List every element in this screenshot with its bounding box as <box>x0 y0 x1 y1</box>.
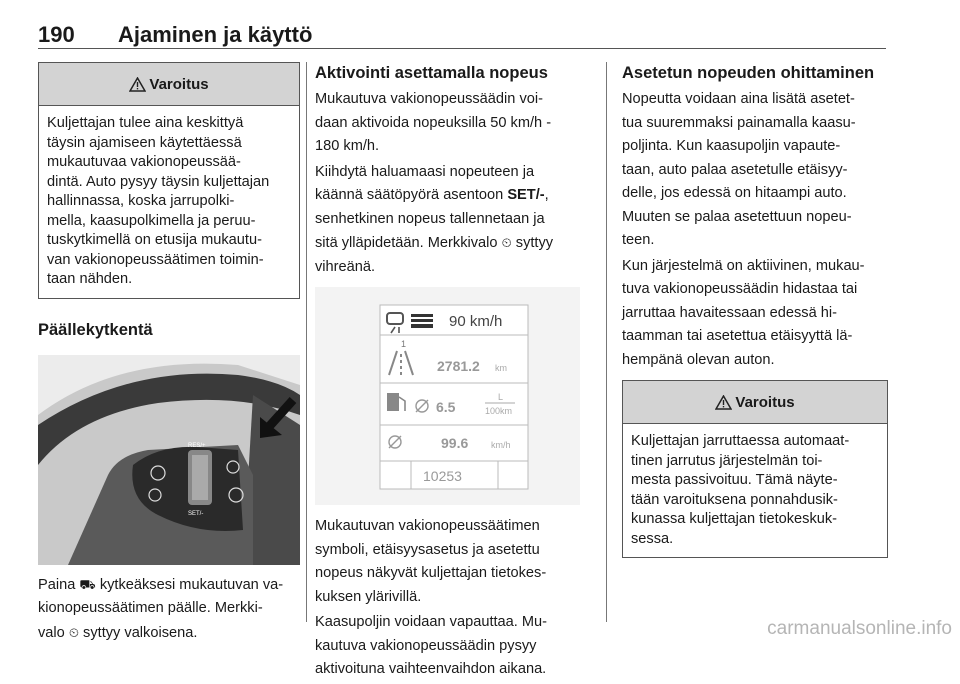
text-line: tuskytkimellä on etusija mukautu- <box>47 232 262 248</box>
distance-value: 2781.2 <box>437 358 480 374</box>
driver-info-display-illustration <box>315 287 580 505</box>
warning-header <box>39 63 299 106</box>
text-line: tinen jarrutus järjestelmän toi- <box>631 452 823 469</box>
column-2 <box>315 62 590 684</box>
text-line: van vakionopeussäätimen toimin- <box>47 251 264 268</box>
warning-triangle-icon <box>129 77 146 92</box>
warning-triangle-icon <box>715 395 732 410</box>
section-heading: Päällekytkentä <box>38 320 153 339</box>
paragraph <box>622 257 888 371</box>
text-line: kuksen ylärivillä. <box>315 588 422 605</box>
text: käännä säätöpyörä asentoon <box>315 187 504 203</box>
watermark: carmanualsonline.info <box>767 618 952 639</box>
text: syttyy <box>515 235 554 251</box>
warning-box <box>38 62 300 299</box>
text-line: Kuljettajan tulee aina keskittyä <box>47 115 244 131</box>
text-line: taan nähden. <box>47 271 133 287</box>
text-line: tään varoituksena ponnahdusik- <box>631 491 838 508</box>
switch-on-paragraph <box>38 575 300 644</box>
text: sitä ylläpidetään. Merkkivalo <box>315 235 498 251</box>
warning-box <box>622 380 888 558</box>
set-speed: 90 km/h <box>449 313 503 330</box>
text-line: taan, auto palaa asetetulle etäisyy- <box>622 161 848 178</box>
text-line: sessa. <box>631 530 674 547</box>
gap-marker: 1 <box>401 339 407 349</box>
text: syttyy valkoisena. <box>83 624 198 641</box>
average-speed-value: 99.6 <box>441 435 469 451</box>
text-line: vihreänä. <box>315 258 376 275</box>
warning-title: Varoitus <box>735 393 795 411</box>
text-line: tuva vakionopeussäädin hidastaa tai <box>622 281 858 297</box>
paragraph <box>315 90 590 157</box>
text: Paina <box>38 576 76 593</box>
distance-bars-icon <box>411 314 433 328</box>
text-line: hempänä olevan auton. <box>622 351 775 368</box>
section-heading: Aktivointi asettamalla nopeus <box>315 64 548 82</box>
text-line: kunassa kuljettajan tietokeskuk- <box>631 511 838 527</box>
cruise-indicator-icon: ⏲ <box>501 235 512 250</box>
warning-header <box>623 381 887 424</box>
text-line: aktivoituna vaihteenvaihdon aikana. <box>315 661 547 677</box>
odometer: 10253 <box>423 468 462 484</box>
paragraph <box>622 90 888 251</box>
text-line: nopeus näkyvät kuljettajan tietokes- <box>315 565 547 581</box>
text-line: mella, kaasupolkimella ja peruu- <box>47 212 256 229</box>
set-label: SET/- <box>188 510 204 517</box>
text-line: senhetkinen nopeus tallennetaan ja <box>315 210 545 227</box>
text-line: Mukautuvan vakionopeussäätimen <box>315 518 540 534</box>
average-speed-unit: km/h <box>491 440 511 450</box>
text: , <box>544 187 549 203</box>
consumption-unit-top: L <box>498 392 504 402</box>
text-line: Mukautuva vakionopeussäädin voi- <box>315 91 543 107</box>
column-divider <box>306 62 307 622</box>
text-line: tua suuremmaksi painamalla kaasu- <box>622 114 856 131</box>
warning-text <box>623 424 887 557</box>
text-line: kautuva vakionopeussäädin pysyy <box>315 637 537 654</box>
text-line: delle, jos edessä on hitaampi auto. <box>622 185 847 201</box>
cruise-indicator-icon: ⏲ <box>68 624 79 640</box>
text: valo <box>38 624 65 641</box>
text-line: hallinnassa, koska jarrupolki- <box>47 193 235 209</box>
text-line: Nopeutta voidaan aina lisätä asetet- <box>622 91 855 107</box>
column-1 <box>38 62 300 647</box>
steering-wheel-illustration <box>38 355 300 565</box>
text-line: mukautuvaa vakionopeussää- <box>47 154 241 170</box>
res-label: RES/+ <box>188 442 206 449</box>
text: kytkeäksesi mukautuvan va- <box>99 576 284 593</box>
distance-unit: km <box>495 363 507 373</box>
consumption-value: 6.5 <box>436 399 456 415</box>
text-line: teen. <box>622 232 655 248</box>
text-line: Kun järjestelmä on aktiivinen, mukau- <box>622 257 865 274</box>
text-line: symboli, etäisyysasetus ja asetettu <box>315 541 540 558</box>
consumption-unit-bottom: 100km <box>485 406 513 416</box>
chapter-title: Ajaminen ja käyttö <box>118 22 313 47</box>
warning-text <box>39 106 299 298</box>
text-line: Muuten se palaa asetettuun nopeu- <box>622 208 852 225</box>
adaptive-cruise-icon: ⛟ <box>79 576 96 592</box>
text-line: jarruttaa havaitessaan edessä hi- <box>622 304 837 321</box>
text-line: kionopeussäätimen päälle. Merkki- <box>38 600 263 616</box>
text-line: Kiihdytä haluamaasi nopeuteen ja <box>315 163 535 180</box>
paragraph <box>315 613 590 680</box>
text-line: poljinta. Kun kaasupoljin vapaute- <box>622 138 841 154</box>
set-label: SET/- <box>507 187 545 203</box>
paragraph <box>315 163 590 278</box>
text-line: Kaasupoljin voidaan vapauttaa. Mu- <box>315 614 548 630</box>
text-line: 180 km/h. <box>315 138 380 154</box>
warning-title: Varoitus <box>149 75 209 93</box>
page-header <box>38 14 886 49</box>
page-number: 190 <box>38 22 75 47</box>
text-line: dintä. Auto pysyy täysin kuljettajan <box>47 173 270 190</box>
text-line: täysin ajamiseen käytettäessä <box>47 134 242 151</box>
text-line: Kuljettajan jarruttaessa automaat- <box>631 433 850 449</box>
column-divider <box>606 62 607 622</box>
section-heading: Asetetun nopeuden ohittaminen <box>622 64 875 82</box>
text-line: daan aktivoida nopeuksilla 50 km/h - <box>315 114 552 131</box>
text-line: mesta passivoituu. Tämä näyte- <box>631 472 838 488</box>
column-3 <box>622 62 888 558</box>
text-line: taamman tai asetettua etäisyyttä lä- <box>622 328 853 344</box>
paragraph <box>315 517 590 607</box>
